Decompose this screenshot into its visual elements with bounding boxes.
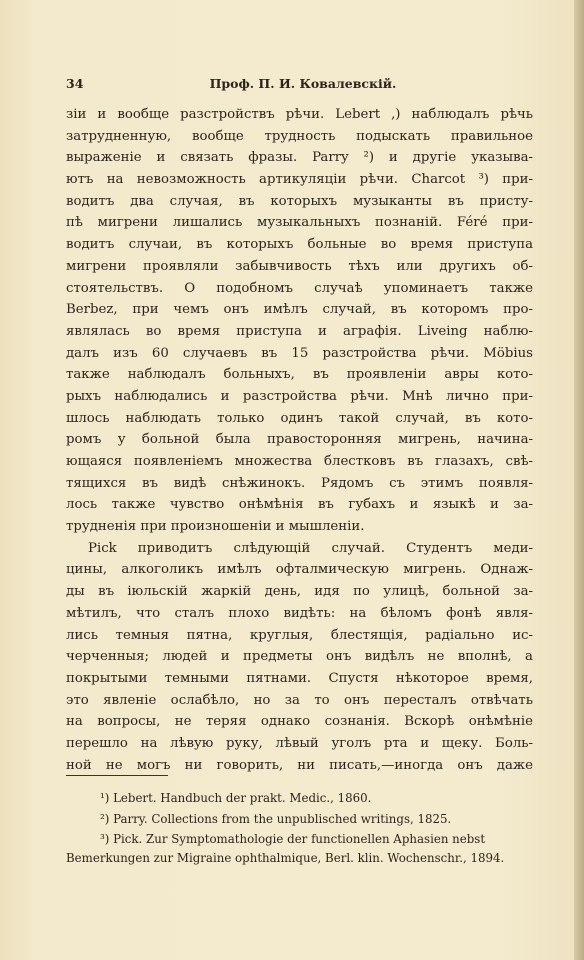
text-line: покрытыми темными пятнами. Спустя нѣкоторое время, xyxy=(66,670,533,686)
text-line: на вопросы, не теряя однако сознанія. Вскорѣ онѣмѣніе xyxy=(66,714,533,730)
text-line: мѣтилъ, что сталъ плохо видѣть: на бѣломъ фонѣ явля- xyxy=(66,605,533,621)
text-line: лось также чувство онѣмѣнія въ губахъ и языкѣ и за- xyxy=(66,497,533,513)
text-line: Pick приводитъ слѣдующій случай. Студентъ меди- xyxy=(88,540,533,556)
text-line: Berbez, при чемъ онъ имѣлъ случай, въ которомъ про- xyxy=(66,302,533,318)
text-line: ющаяся появленіемъ множества блестковъ въ глазахъ, свѣ- xyxy=(66,454,533,469)
footnote: ¹) Lebert. Handbuch der prakt. Medic., 1860. xyxy=(100,791,372,805)
text-line: пѣ мигрени лишались музыкальныхъ познаній. Féré при- xyxy=(66,215,533,231)
footnote: ²) Parry. Collections from the unpublisched writings, 1825. xyxy=(100,812,452,826)
text-line: цины, алкоголикъ имѣлъ офталмическую мигрень. Однаж- xyxy=(66,562,533,578)
text-line: зіи и вообще разстройствъ рѣчи. Lebert ,) наблюдалъ рѣчь xyxy=(66,107,533,122)
text-line: выраженіе и связать фразы. Parry ²) и другіе указыва- xyxy=(66,150,533,166)
text-line: мигрени проявляли забывчивость тѣхъ или другихъ об- xyxy=(66,258,533,274)
footnote: ³) Pick. Zur Symptomathologie der functionellen Aphasien nebst xyxy=(100,832,486,846)
text-line: также наблюдалъ больныхъ, въ проявленіи авры кото- xyxy=(66,367,533,383)
text-line: стоятельствъ. О подобномъ случаѣ упоминаетъ также xyxy=(66,280,533,296)
text-line: перешло на лѣвую руку, лѣвый уголъ рта и щеку. Боль- xyxy=(66,735,533,751)
text-line: являлась во время приступа и аграфія. Liveing наблю- xyxy=(66,323,533,339)
text-line: ды въ іюльскій жаркій день, идя по улицѣ, больной за- xyxy=(66,584,533,600)
footnote-divider xyxy=(66,775,168,776)
text-line: ромъ у больной была правосторонняя мигрень, начина- xyxy=(66,432,533,448)
text-line: тящихся въ видѣ снѣжинокъ. Рядомъ съ этимъ появля- xyxy=(66,475,533,491)
text-line: водитъ два случая, въ которыхъ музыканты въ присту- xyxy=(66,193,533,209)
text-line: это явленіе ослабѣло, но за то онъ пересталъ отвѣчать xyxy=(66,692,533,708)
text-line: ной не могъ ни говорить, ни писать,—иногда онъ даже xyxy=(66,757,533,773)
text-line: черченныя; людей и предметы онъ видѣлъ не вполнѣ, а xyxy=(66,649,533,665)
footnote-continuation: Bemerkungen zur Migraine ophthalmique, Berl. klin. Wochenschr., 1894. xyxy=(66,851,505,865)
text-line: трудненія при произношеніи и мышленіи. xyxy=(66,519,365,535)
body-text xyxy=(66,104,533,776)
text-line: затрудненную, вообще трудность подыскать правильное xyxy=(66,128,533,144)
text-line: рыхъ наблюдались и разстройства рѣчи. Мнѣ лично при- xyxy=(66,388,533,404)
running-title: Проф. П. И. Ковалевскій. xyxy=(209,76,397,91)
page-number: 34 xyxy=(66,76,84,91)
text-line: ютъ на невозможность артикуляціи рѣчи. Charcot ³) при- xyxy=(66,172,533,188)
text-line: водитъ случаи, въ которыхъ больные во время приступа xyxy=(66,237,533,253)
page-edge xyxy=(574,0,584,960)
text-line: далъ изъ 60 случаевъ въ 15 разстройства рѣчи. Möbius xyxy=(66,345,533,361)
page-header xyxy=(66,74,540,94)
text-line: шлось наблюдать только одинъ такой случай, въ кото- xyxy=(66,410,533,426)
text-line: лись темныя пятна, круглыя, блестящія, радіально ис- xyxy=(66,627,533,643)
